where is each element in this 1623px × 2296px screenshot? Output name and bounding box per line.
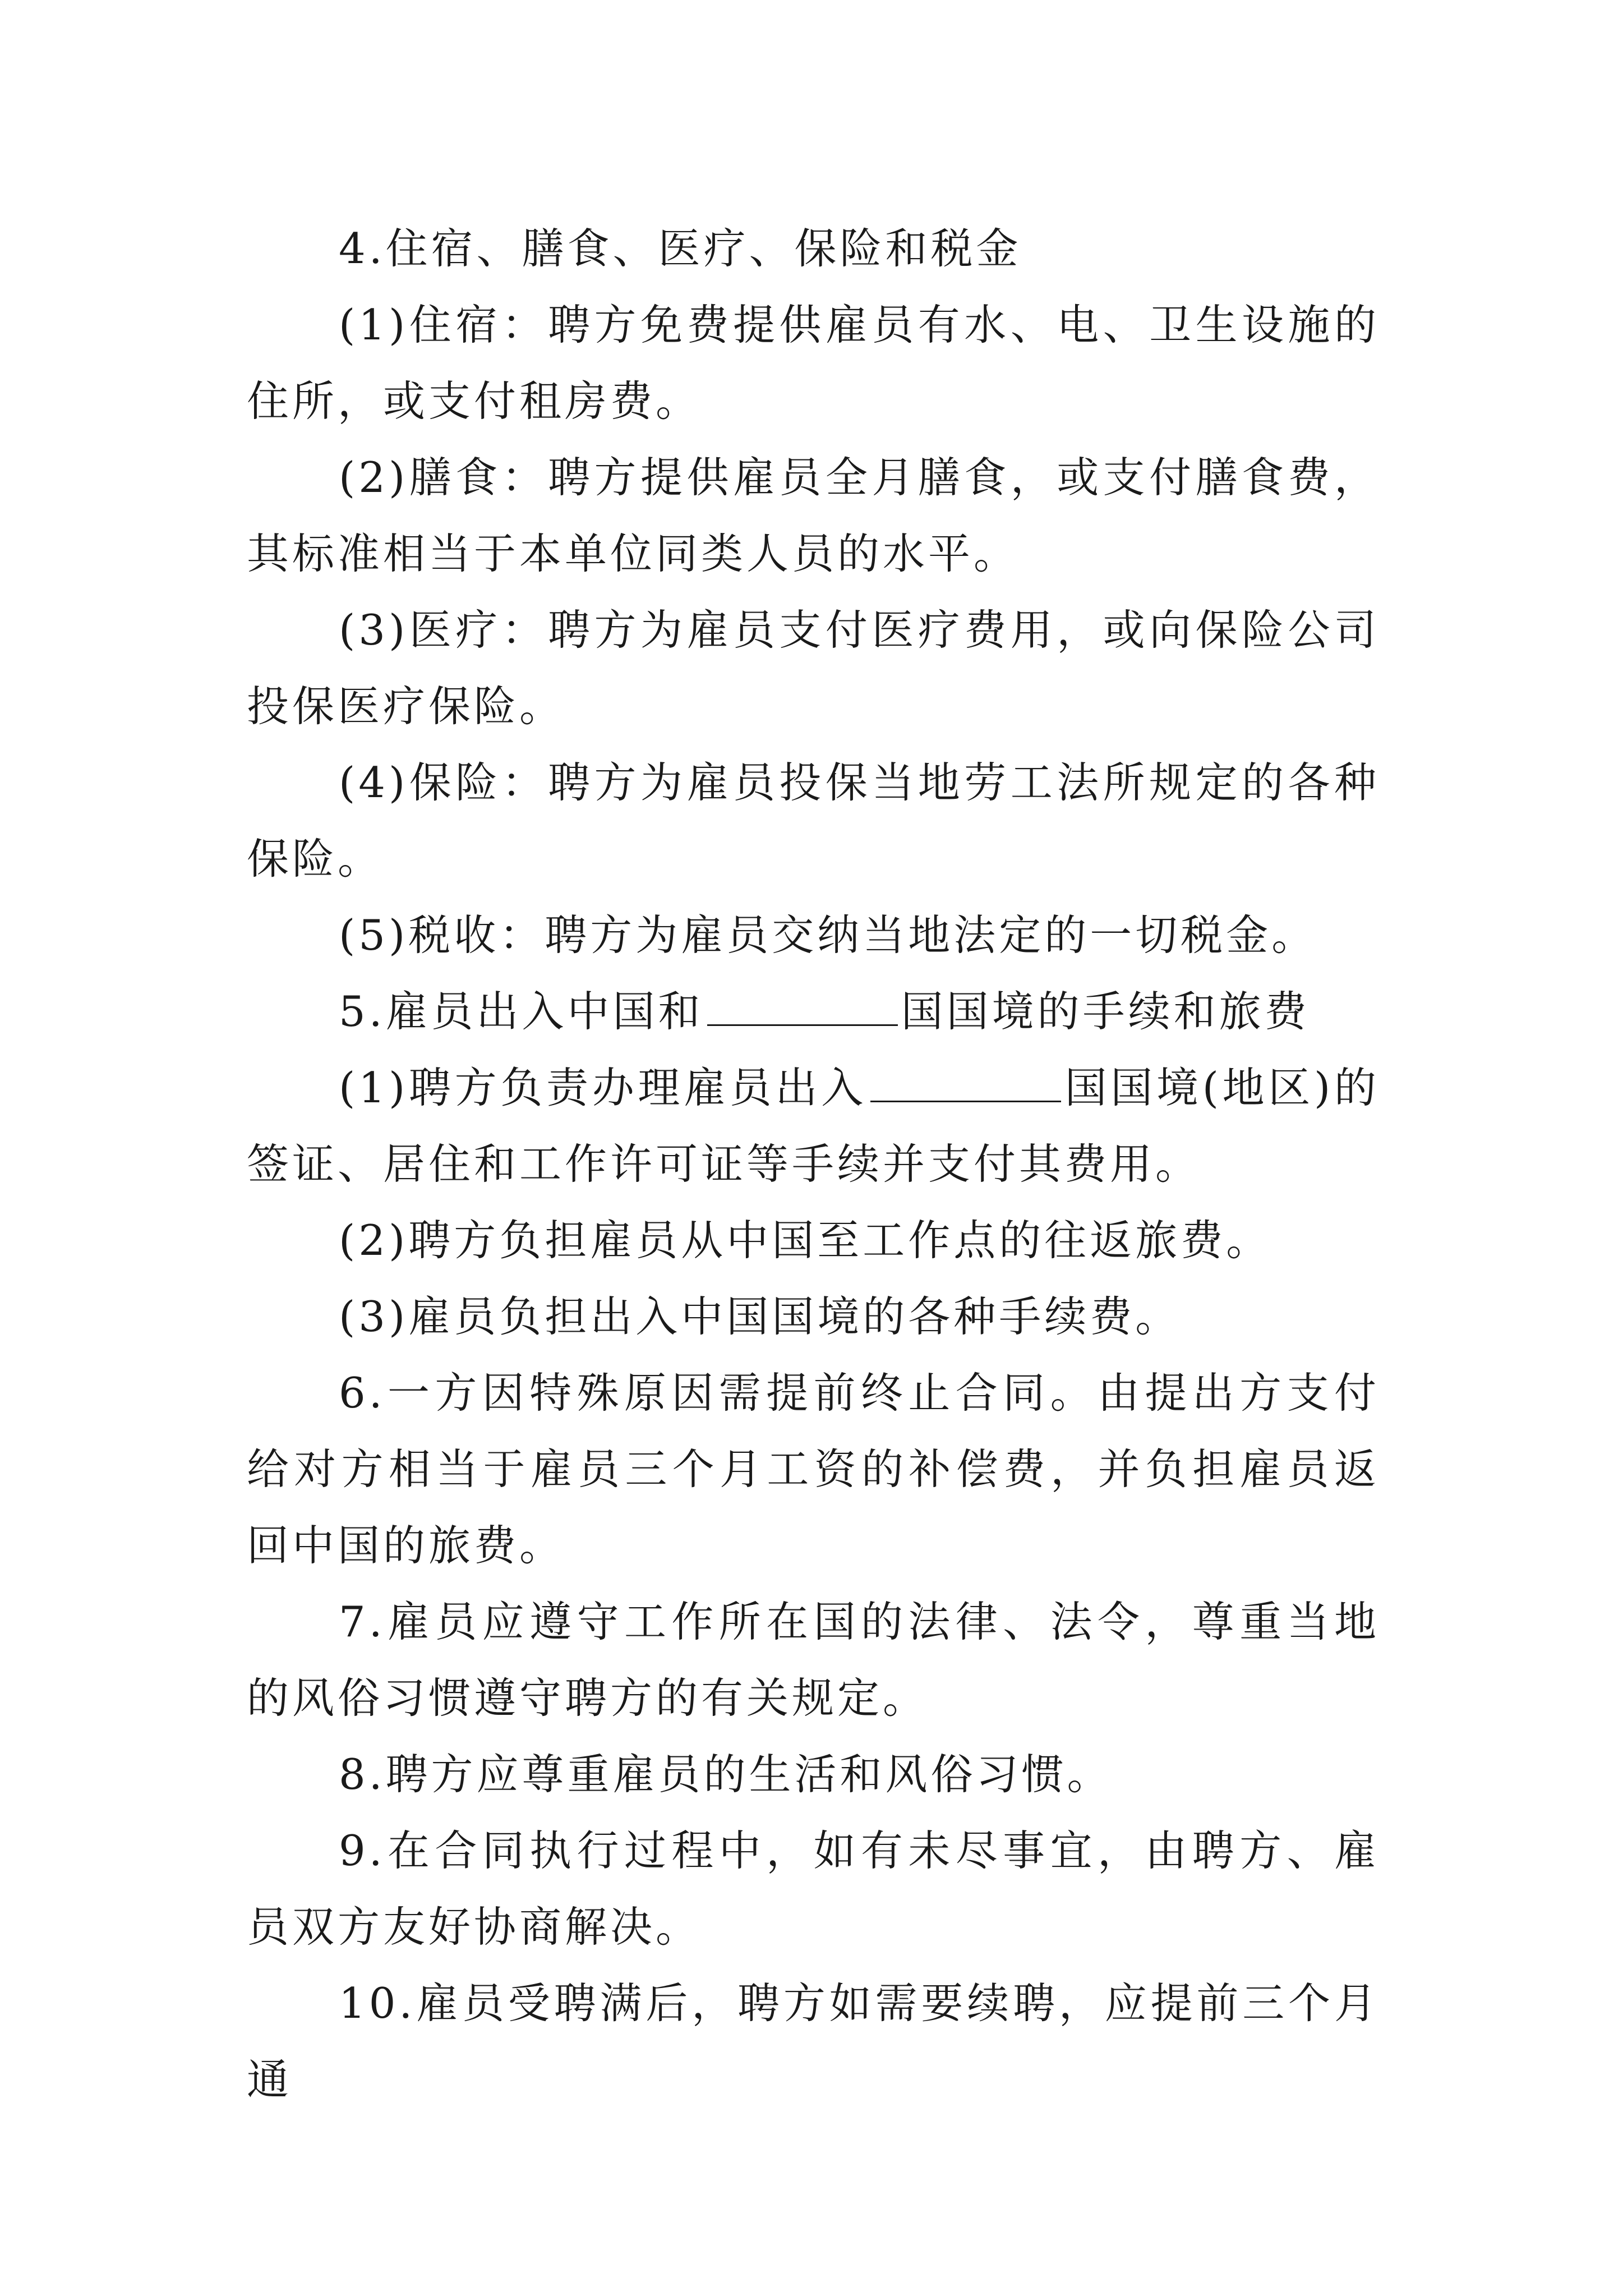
paragraph-tax: (5)税收：聘方为雇员交纳当地法定的一切税金。 <box>339 910 1317 960</box>
heading-text-before-blank: 5.雇员出入中国和 <box>339 987 704 1036</box>
country-blank-line <box>870 1066 1061 1102</box>
clause-respect-customs: 8.聘方应尊重雇员的生活和风俗习惯。 <box>339 1750 1113 1799</box>
heading-text-after-blank: 国国境的手续和旅费 <box>901 987 1310 1036</box>
section-heading-entry-exit <box>247 973 1380 1050</box>
clause-local-laws: 7.雇员应遵守工作所在国的法律、法令，尊重当地的风俗习惯遵守聘方的有关规定。 <box>247 1597 1380 1723</box>
paragraph-travel-cost: (2)聘方负担雇员从中国至工作点的往返旅费。 <box>339 1216 1272 1265</box>
clause-renewal: 10.雇员受聘满后，聘方如需要续聘，应提前三个月通 <box>247 1978 1380 2104</box>
country-blank-line <box>707 990 898 1026</box>
paragraph-border-fees: (3)雇员负担出入中国国境的各种手续费。 <box>339 1292 1181 1341</box>
paragraph-insurance: (4)保险：聘方为雇员投保当地劳工法所规定的各种保险。 <box>247 758 1380 884</box>
clause-negotiation: 9.在合同执行过程中，如有未尽事宜，由聘方、雇员双方友好协商解决。 <box>247 1826 1380 1952</box>
paragraph-meals: (2)膳食：聘方提供雇员全月膳食，或支付膳食费，其标准相当于本单位同类人员的水平。 <box>247 453 1380 578</box>
visa-text-after-blank: 国国境(地区)的签证、居住和工作许可证等手续并支付其费用。 <box>247 1063 1380 1189</box>
paragraph-medical: (3)医疗：聘方为雇员支付医疗费用，或向保险公司投保医疗保险。 <box>247 605 1380 731</box>
section-heading-accommodation: 4.住宿、膳食、医疗、保险和税金 <box>339 224 1022 273</box>
visa-text-before-blank: (1)聘方负责办理雇员出入 <box>339 1063 867 1112</box>
document-body <box>247 210 1380 2118</box>
clause-termination: 6.一方因特殊原因需提前终止合同。由提出方支付给对方相当于雇员三个月工资的补偿费，并负担雇员返回中国的旅费。 <box>247 1368 1380 1570</box>
paragraph-visa <box>247 1050 1380 1202</box>
paragraph-housing: (1)住宿：聘方免费提供雇员有水、电、卫生设施的住所，或支付租房费。 <box>247 300 1380 426</box>
